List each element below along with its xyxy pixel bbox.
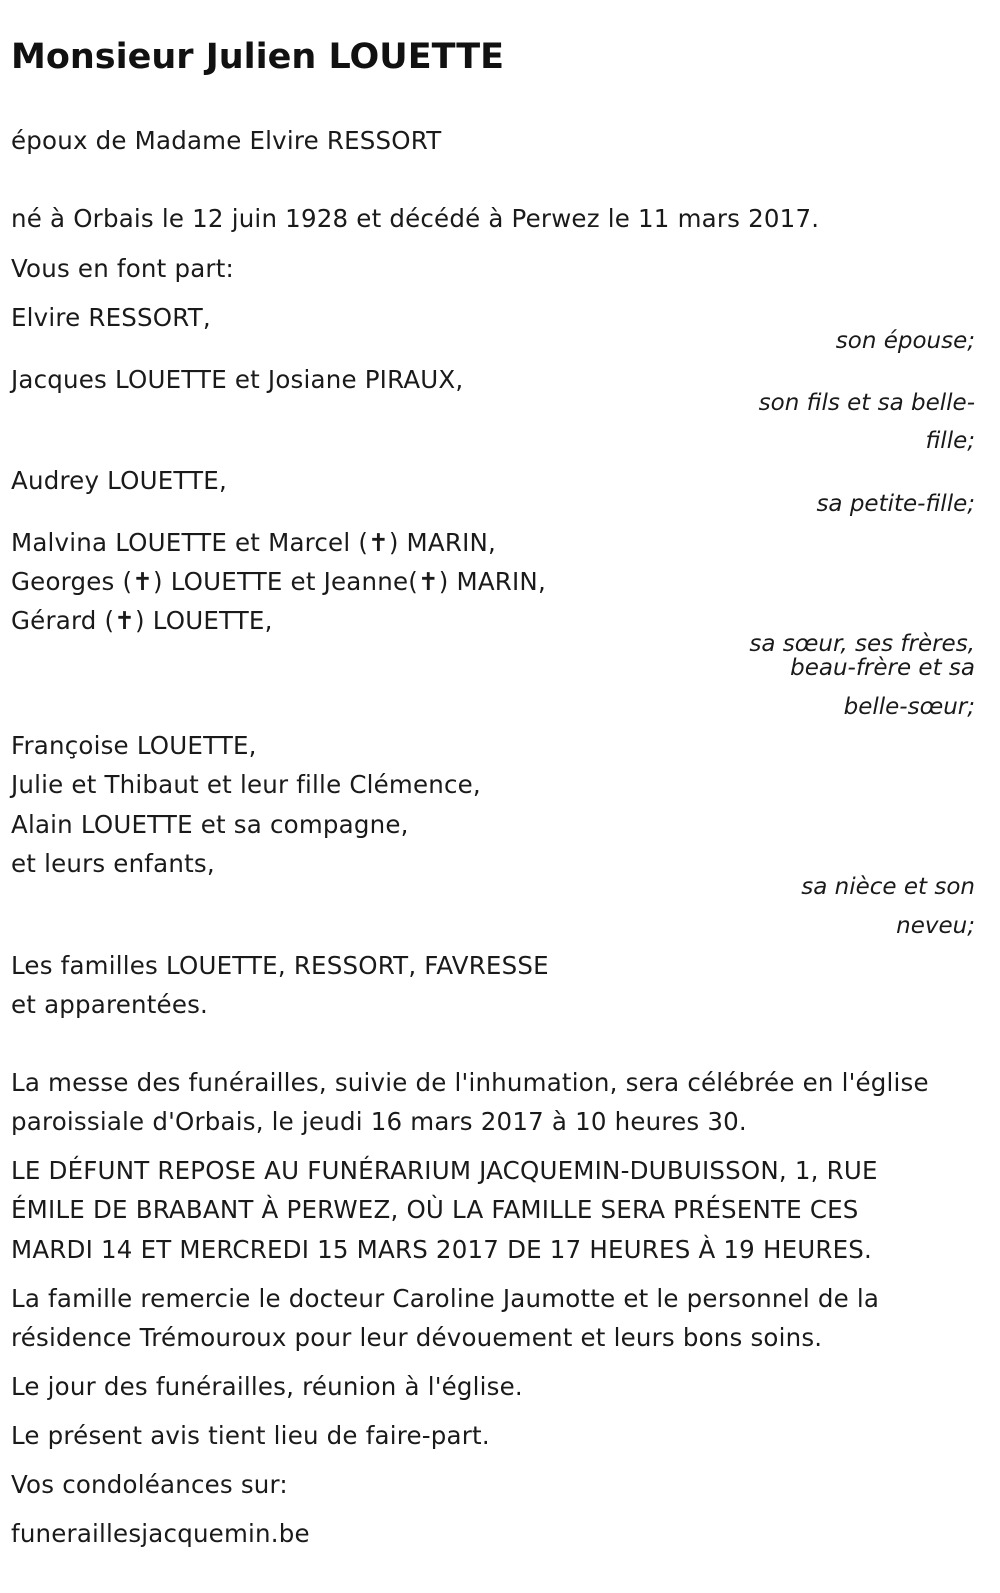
mourner-name: Gérard (✝) LOUETTE,: [11, 606, 273, 635]
spouse-line: époux de Madame Elvire RESSORT: [11, 126, 442, 155]
funeral-mass-text: paroissiale d'Orbais, le jeudi 16 mars 2017 à 10 heures 30.: [11, 1107, 747, 1136]
deceased-name-title: Monsieur Julien LOUETTE: [11, 37, 505, 77]
mourner-name: et leurs enfants,: [11, 849, 215, 878]
funerarium-notice: ÉMILE DE BRABANT À PERWEZ, OÙ LA FAMILLE SERA PRÉSENTE CES: [11, 1195, 859, 1224]
funerarium-notice: LE DÉFUNT REPOSE AU FUNÉRARIUM JACQUEMIN-DUBUISSON, 1, RUE: [11, 1156, 878, 1185]
thanks-text: résidence Trémouroux pour leur dévouement et leurs bons soins.: [11, 1323, 823, 1352]
relation-label: beau-frère et sa: [790, 655, 975, 681]
thanks-text: La famille remercie le docteur Caroline Jaumotte et le personnel de la: [11, 1284, 880, 1313]
mourner-name: Julie et Thibaut et leur fille Clémence,: [11, 770, 481, 799]
relation-label: sa sœur, ses frères,: [749, 631, 975, 657]
mourner-name: et apparentées.: [11, 990, 209, 1019]
mourner-name: Elvire RESSORT,: [11, 303, 211, 332]
mourner-name: Françoise LOUETTE,: [11, 731, 257, 760]
relation-label: fille;: [925, 428, 975, 454]
funeral-mass-text: La messe des funérailles, suivie de l'inhumation, sera célébrée en l'église: [11, 1068, 929, 1097]
mourner-name: Malvina LOUETTE et Marcel (✝) MARIN,: [11, 528, 497, 557]
mourner-name: Jacques LOUETTE et Josiane PIRAUX,: [11, 365, 464, 394]
funerarium-notice: MARDI 14 ET MERCREDI 15 MARS 2017 DE 17 HEURES À 19 HEURES.: [11, 1235, 873, 1264]
relation-label: neveu;: [896, 913, 975, 939]
condolences-label: Vos condoléances sur:: [11, 1470, 288, 1499]
mourner-name: Alain LOUETTE et sa compagne,: [11, 810, 409, 839]
mourner-name: Georges (✝) LOUETTE et Jeanne(✝) MARIN,: [11, 567, 546, 596]
relation-label: son fils et sa belle-: [758, 390, 975, 416]
relation-label: sa nièce et son: [801, 874, 975, 900]
condolences-website: funeraillesjacquemin.be: [11, 1519, 310, 1548]
relation-label: sa petite-fille;: [816, 491, 975, 517]
mourner-name: Audrey LOUETTE,: [11, 466, 227, 495]
relation-label: son épouse;: [835, 328, 975, 354]
intro-line: Vous en font part:: [11, 254, 234, 283]
meeting-note: Le jour des funérailles, réunion à l'église.: [11, 1372, 523, 1401]
notice-note: Le présent avis tient lieu de faire-part.: [11, 1421, 490, 1450]
mourner-name: Les familles LOUETTE, RESSORT, FAVRESSE: [11, 951, 549, 980]
relation-label: belle-sœur;: [843, 694, 975, 720]
birth-death-line: né à Orbais le 12 juin 1928 et décédé à Perwez le 11 mars 2017.: [11, 204, 820, 233]
